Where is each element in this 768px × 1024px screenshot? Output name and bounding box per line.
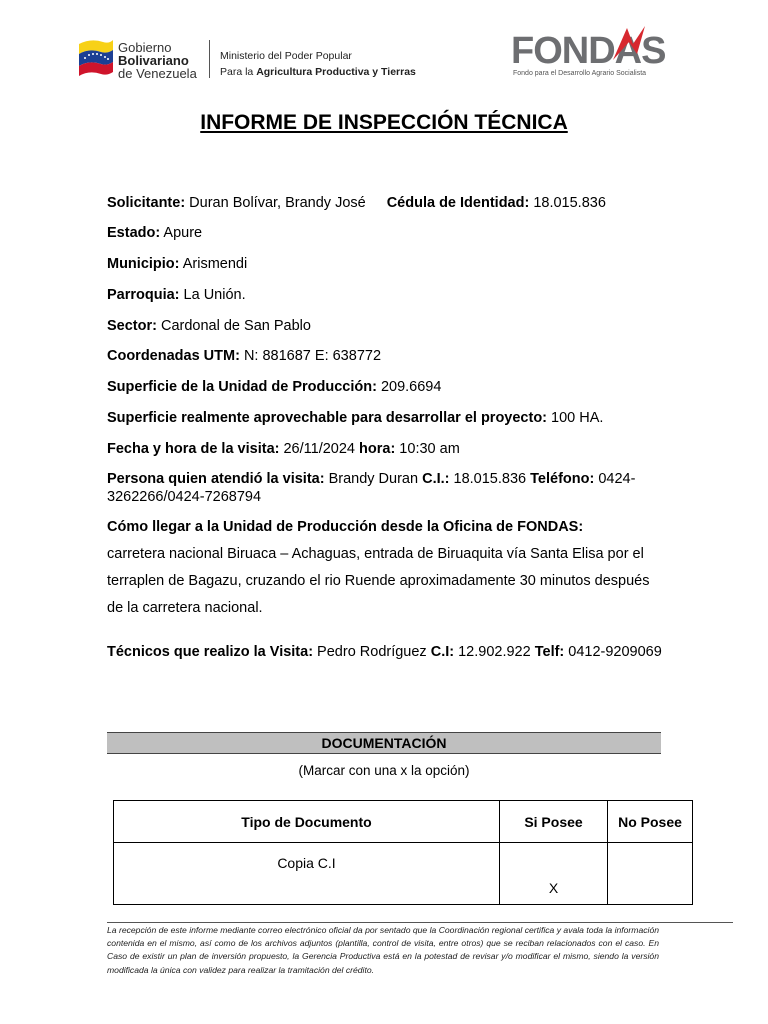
- estado-row: [107, 224, 202, 242]
- fecha-value: 26/11/2024: [279, 441, 360, 457]
- solicitante-value: Duran Bolívar, Brandy José: [185, 195, 366, 211]
- aprovechable-label: Superficie realmente aprovechable para desarrollar el proyecto:: [107, 410, 548, 426]
- hora-label: hora:: [359, 441, 396, 457]
- superficie-row: [107, 378, 441, 396]
- utm-label: Coordenadas UTM:: [107, 348, 240, 364]
- solicitante-row: [107, 194, 606, 212]
- persona-tel-value: 0424-3262266/0424-7268794: [107, 471, 636, 505]
- col-tipo-documento: Tipo de Documento: [114, 801, 500, 843]
- fecha-row: [107, 440, 460, 458]
- utm-value: N: 881687 E: 638772: [239, 348, 382, 364]
- gov-line1: Gobierno: [118, 40, 172, 55]
- sector-row: [107, 317, 311, 335]
- footer-disclaimer: La recepción de este informe mediante correo electrónico oficial da por sentado que la Coordinación regional certifica y avala toda la información contenida en el mismo, así como de los archivos adjuntos (plantilla, control de visita, entre otros) que se reciban relacionados con el caso. En Caso de existir un plan de inversión propuesto, la Gerencia Productiva está en la potestad de revisar y/o modificar el mismo, siendo la versión modificada la única con validez para realizar la tramitación del crédito.: [107, 925, 659, 975]
- solicitante-label: Solicitante:: [107, 195, 186, 211]
- estado-label: Estado:: [107, 225, 161, 241]
- venezuela-flag-icon: [77, 36, 115, 78]
- documents-table: [113, 800, 693, 905]
- aprovechable-row: [107, 409, 603, 427]
- persona-label: Persona quien atendió la visita:: [107, 471, 325, 487]
- persona-tel-label: Teléfono:: [530, 471, 595, 487]
- persona-row: [107, 470, 667, 506]
- persona-ci-value: 18.015.836: [449, 471, 531, 487]
- tecnicos-row: [107, 639, 667, 666]
- como-llegar-heading: [107, 518, 583, 536]
- logo-divider: [209, 40, 210, 78]
- cell-si[interactable]: X: [500, 843, 608, 905]
- document-title: INFORME DE INSPECCIÓN TÉCNICA: [200, 111, 568, 134]
- como-llegar-label: Cómo llegar a la Unidad de Producción desde la Oficina de FONDAS:: [107, 519, 584, 535]
- footer-divider: [107, 922, 733, 923]
- parroquia-row: [107, 286, 246, 304]
- persona-ci-label: C.I.:: [422, 471, 450, 487]
- tecnicos-ci-value: 12.902.922: [454, 644, 535, 660]
- cell-tipo: Copia C.I: [114, 843, 500, 905]
- tecnicos-tel-label: Telf:: [534, 644, 565, 660]
- superficie-label: Superficie de la Unidad de Producción:: [107, 379, 377, 395]
- tecnicos-value: Pedro Rodríguez: [313, 644, 431, 660]
- government-logo-text: [118, 41, 197, 80]
- table-row: [114, 843, 693, 905]
- ministry-line2-bold: Agricultura Productiva y Tierras: [256, 66, 416, 78]
- tecnicos-label: Técnicos que realizo la Visita:: [107, 644, 314, 660]
- ministry-line1: Ministerio del Poder Popular: [220, 50, 352, 62]
- cedula-value: 18.015.836: [529, 195, 606, 211]
- cell-no[interactable]: [608, 843, 693, 905]
- letterhead: [0, 0, 768, 100]
- fondas-star-icon: [607, 24, 647, 64]
- sector-label: Sector:: [107, 318, 157, 334]
- ministry-line2-prefix: Para la: [220, 66, 257, 78]
- fondas-wordmark: FONDAS: [511, 30, 666, 72]
- documentacion-heading: DOCUMENTACIÓN: [107, 732, 661, 754]
- ministry-line2: [220, 64, 416, 80]
- gov-line3: de Venezuela: [118, 66, 197, 81]
- municipio-row: [107, 255, 247, 273]
- table-header-row: [114, 801, 693, 843]
- estado-value: Apure: [160, 225, 203, 241]
- col-no-posee: No Posee: [608, 801, 693, 843]
- gov-line2: Bolivariano: [118, 53, 189, 68]
- ministry-text: [220, 48, 416, 80]
- parroquia-value: La Unión.: [179, 287, 246, 303]
- tecnicos-tel-value: 0412-9209069: [564, 644, 662, 660]
- municipio-label: Municipio:: [107, 256, 180, 272]
- fecha-label: Fecha y hora de la visita:: [107, 441, 280, 457]
- persona-value: Brandy Duran: [324, 471, 423, 487]
- col-si-posee: Si Posee: [500, 801, 608, 843]
- hora-value: 10:30 am: [395, 441, 460, 457]
- fondas-logo: [511, 30, 666, 82]
- superficie-value: 209.6694: [376, 379, 442, 395]
- municipio-value: Arismendi: [179, 256, 248, 272]
- documentacion-note: (Marcar con una x la opción): [298, 763, 470, 778]
- tecnicos-ci-label: C.I:: [430, 644, 455, 660]
- como-llegar-text: carretera nacional Biruaca – Achaguas, entrada de Biruaquita vía Santa Elisa por el terraplen de Bagazu, cruzando el rio Ruende aproximadamente 30 minutos después de la carretera nacional.: [107, 546, 650, 616]
- fondas-tagline: Fondo para el Desarrollo Agrario Socialista: [513, 70, 647, 77]
- sector-value: Cardonal de San Pablo: [156, 318, 311, 334]
- aprovechable-value: 100 HA.: [547, 410, 604, 426]
- utm-row: [107, 347, 381, 365]
- parroquia-label: Parroquia:: [107, 287, 180, 303]
- cedula-label: Cédula de Identidad:: [386, 195, 530, 211]
